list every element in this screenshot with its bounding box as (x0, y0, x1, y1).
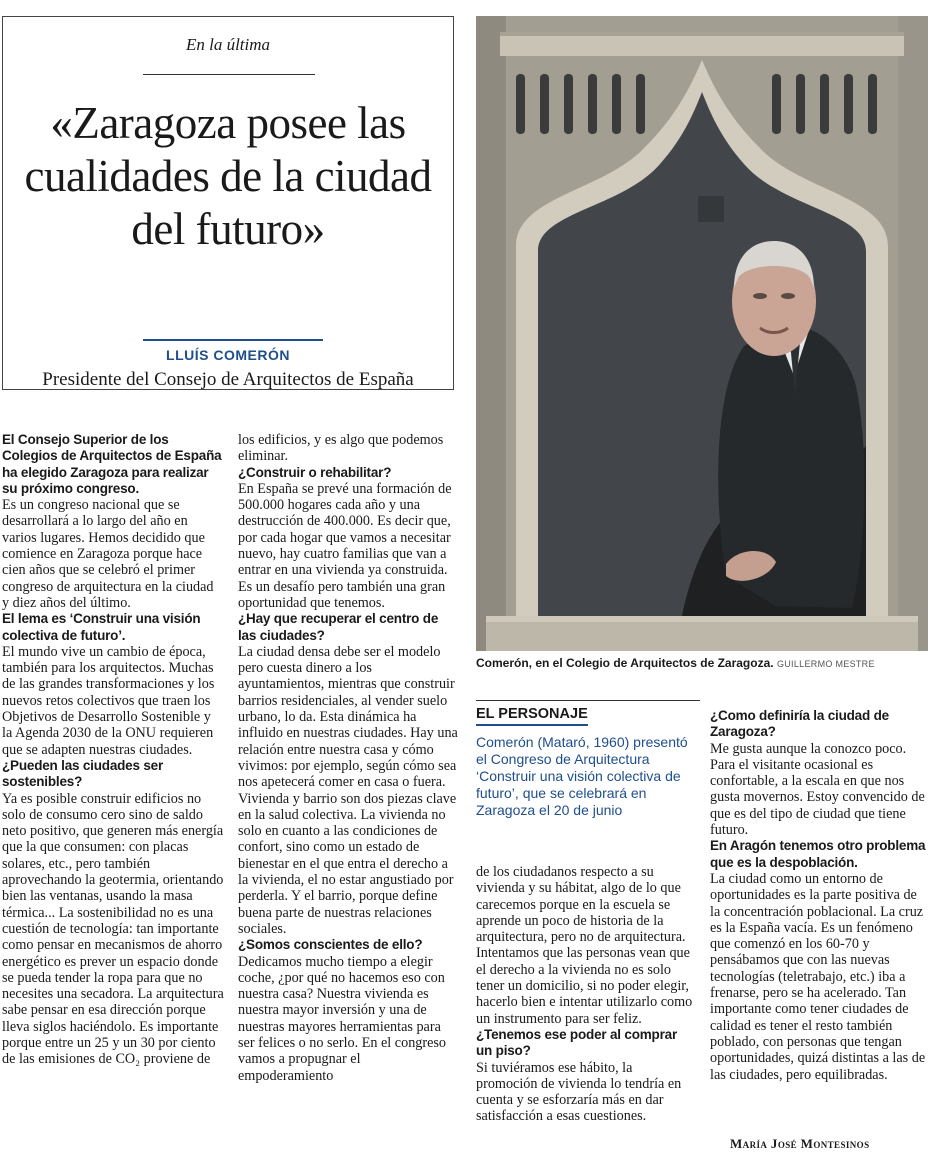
headline-box (2, 16, 454, 390)
byline-name: LLUÍS COMERÓN (166, 347, 290, 363)
question-paragraph: ¿Como definiría la ciudad de Zaragoza? (710, 708, 889, 740)
answer-paragraph: Me gusta aunque la conozco poco. Para el visitante ocasional es confortable, a la escala en que nos gusta movernos. Estoy convencido de que es del tipo de ciudad que tiene futuro. (710, 740, 925, 839)
kicker-rule (143, 74, 315, 75)
answer-paragraph: Si tuviéramos ese hábito, la promoción de vivienda lo tendría en cuenta y se esforzaría más en dar satisfacción a esas cuestiones. (476, 1059, 682, 1125)
article-column-1 (2, 432, 224, 1068)
answer-paragraph: El mundo vive un cambio de época, también para los arquitectos. Muchas de las grandes transformaciones y los nuevos retos colectivos que traen los Objetivos de Desarrollo Sostenible y la Agenda 2030 de la ONU requieren que se adapten nuestras ciudades. (2, 643, 215, 758)
answer-paragraph: Ya es posible construir edificios no solo de consumo cero sino de saldo neto positivo, que generen más energía que la que consumen: con placas solares, etc., pero también aprovechando la geotermia, orientando bien las ventanas, usando la masa térmica... La sostenibilidad no es una cuestión de tecnología: tan importante como pensar en mecanismos de ahorro energético es prever un espacio donde se pueda tender la ropa para que no necesites una secadora. La arquitectura sabe pensar en esa dirección porque lleva siglos haciéndolo. Es importante porque entre un 25 y un 30 por ciento de las emisiones de CO₂ proviene de (2, 790, 224, 1068)
byline-role: Presidente del Consejo de Arquitectos de España (42, 369, 414, 390)
headline: «Zaragoza posee las cualidades de la ciudad del futuro» (24, 98, 432, 254)
question-paragraph: ¿Tenemos ese poder al comprar un piso? (476, 1026, 678, 1059)
answer-paragraph: Dedicamos mucho tiempo a elegir coche, ¿por qué no hacemos eso con nuestra casa? Nuestra vivienda es nuestra mayor inversión y una de nuestras mayores herramientas para ser felices o no serlo. En el congreso vamos a propugnar el empoderamiento (238, 953, 447, 1084)
answer-paragraph: los edificios, y es algo que podemos eliminar. (238, 432, 444, 465)
question-paragraph: ¿Pueden las ciudades ser sostenibles? (2, 757, 164, 790)
photo-caption (476, 656, 936, 670)
answer-paragraph: La ciudad como un entorno de oportunidades es la parte positiva de la concentración poblacional. La cruz es la España vacía. Es un fenómeno que comenzó en los 60-70 y pensábamos que con las nuevas tecnologías (teletrabajo, etc.) iba a frenarse, pero se ha acelerado. Tan importante como tener ciudades de calidad es tener el resto también poblado, con personas que tengan oportunidades, quizá distintas a las de las ciudades, pero equilibradas. (710, 870, 926, 1083)
question-paragraph: El Consejo Superior de los Colegios de Arquitectos de España ha elegido Zaragoza para realizar su próximo congreso. (2, 432, 222, 496)
question-paragraph: El lema es ‘Construir una visión colectiva de futuro’. (2, 611, 201, 643)
profile-text: Comerón (Mataró, 1960) presentó el Congreso de Arquitectura ‘Construir una visión colectiva de futuro’, que se celebrará en Zaragoza el 20 de junio (476, 734, 688, 818)
photo-caption-text: Comerón, en el Colegio de Arquitectos de Zaragoza. (476, 656, 774, 670)
question-paragraph: En Aragón tenemos otro problema que es la despoblación. (710, 838, 926, 870)
article-column-2 (238, 432, 458, 1084)
photo-credit: GUILLERMO MESTRE (776, 659, 875, 669)
question-paragraph: ¿Hay que recuperar el centro de las ciudades? (238, 611, 439, 643)
profile-title-rule (476, 724, 588, 726)
article-column-4 (710, 708, 930, 1083)
question-paragraph: ¿Construir o rehabilitar? (238, 464, 392, 480)
portrait-photo (476, 16, 928, 651)
answer-paragraph: En España se prevé una formación de 500.000 hogares cada año y una destrucción de 400.000. Es decir que, por cada hogar que vamos a necesitar nuevo, hay cuatro familias que van a entrar en una vivienda ya construida. Es un desafío pero también una gran oportunidad que tenemos. (238, 480, 452, 611)
profile-top-rule (476, 700, 700, 701)
answer-paragraph: de los ciudadanos respecto a su vivienda y su hábitat, algo de lo que carecemos porque en la escuela se aprende un poco de historia de la arquitectura, pero no de arquitectura. Intentamos que las personas vean que el derecho a la vivienda no es solo tener un domicilio, si no poder elegir, hacerlo bien e intentar utilizarlo como un instrumento para ser feliz. (476, 864, 693, 1027)
profile-title: EL PERSONAJE (476, 706, 588, 722)
kicker: En la última (185, 35, 271, 54)
author-signature: María José Montesinos (730, 1136, 870, 1151)
question-paragraph: ¿Somos conscientes de ello? (238, 937, 423, 953)
article-column-3 (476, 864, 696, 1125)
byline-rule (143, 339, 323, 341)
answer-paragraph: La ciudad densa debe ser el modelo pero cuesta dinero a los ayuntamientos, mientras que construir barrios residenciales, al vender suelo urbano, lo da. Esta dinámica ha influido en nuestras ciudades. Hay una relación entre nuestra casa y cómo vivimos: por ejemplo, según cómo sea nos apetecerá comer en casa o fuera. Vivienda y barrio son dos piezas clave en la salud colectiva. La vivienda no solo en cuanto a las condiciones de confort, sino como un estado de bienestar en el que entra el derecho a la vivienda, el no estar angustiado por perderla. Y el barrio, porque define buena parte de nuestras relaciones sociales. (238, 643, 458, 937)
answer-paragraph: Es un congreso nacional que se desarrollará a lo largo del año en varios lugares. Hemos decidido que comience en Zaragoza porque hace cien años que se celebró el primer congreso de arquitectura en la ciudad y diez años del último. (2, 497, 214, 611)
